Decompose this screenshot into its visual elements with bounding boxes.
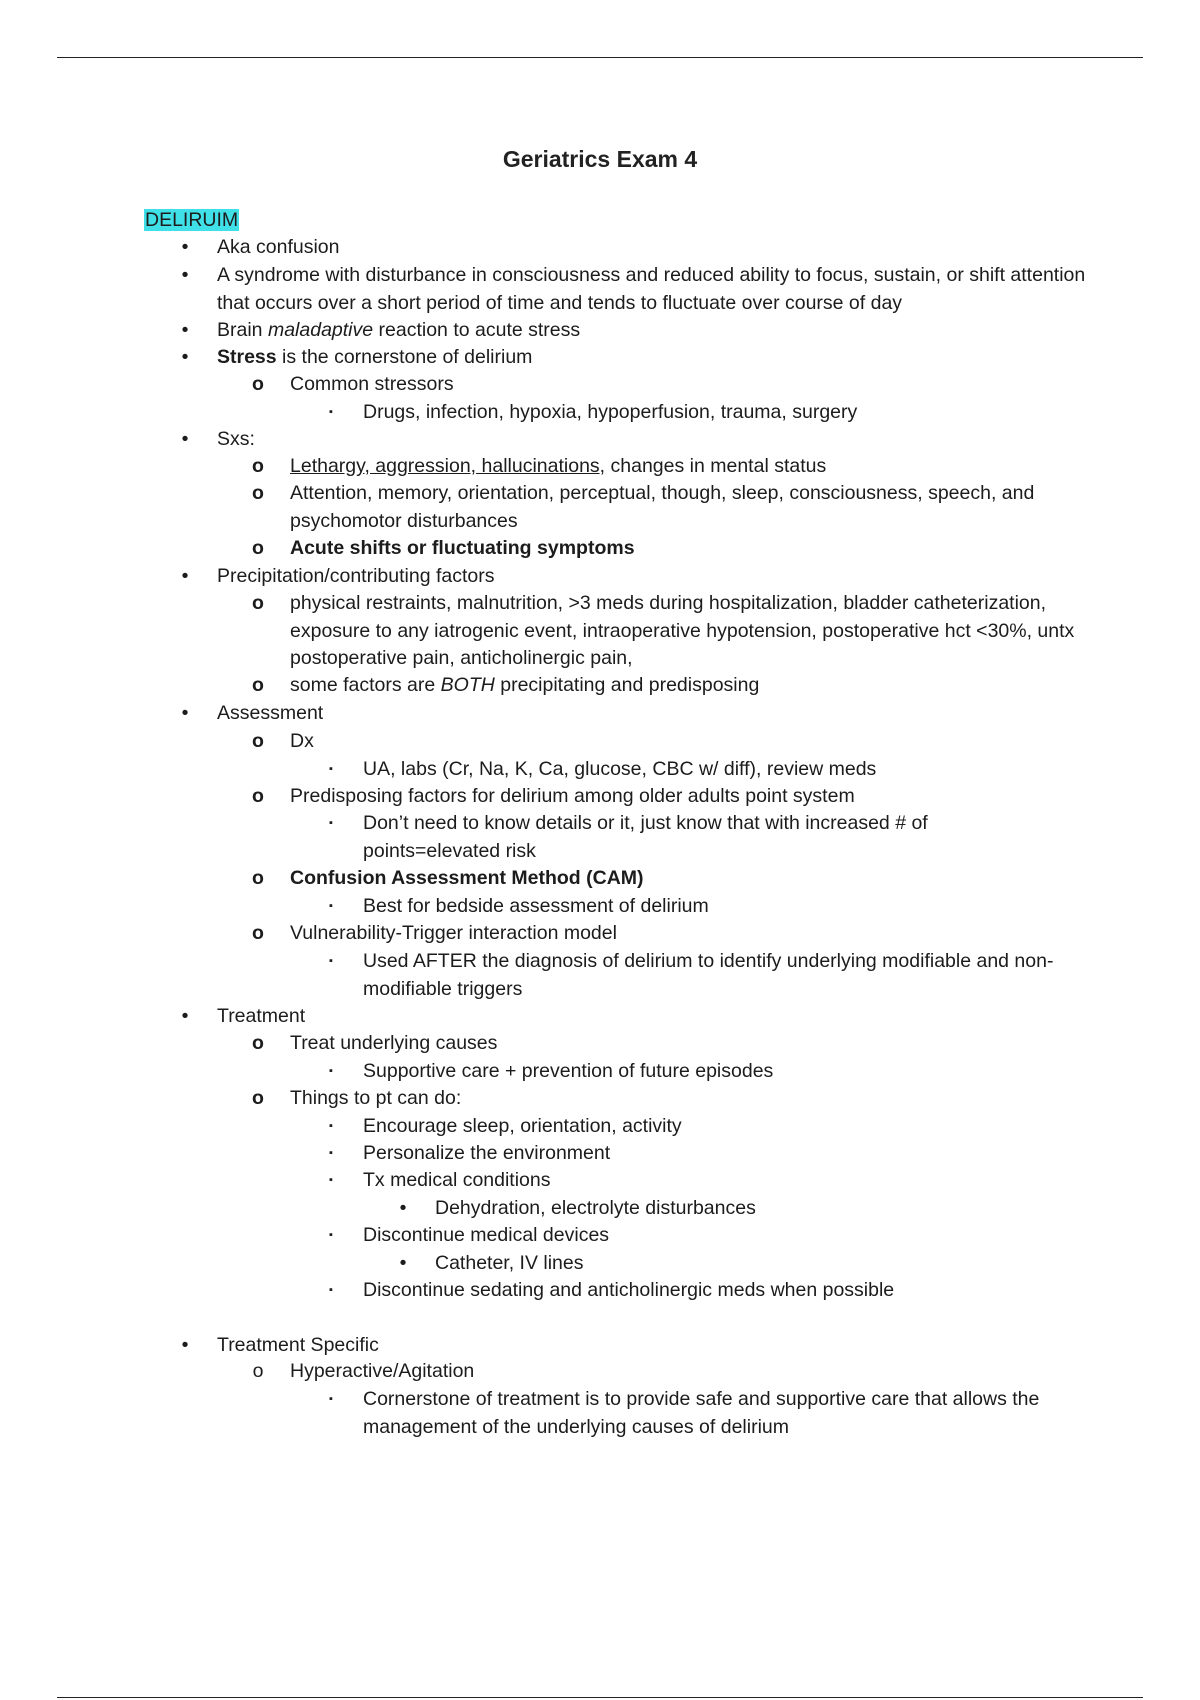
list-item: ▪ UA, labs (Cr, Na, K, Ca, glucose, CBC w/ diff), review meds [363, 756, 1093, 784]
square-bullet-icon: ▪ [329, 1284, 333, 1296]
list-item: ▪ Used AFTER the diagnosis of delirium to identify underlying modifiable and non-modifiable triggers [363, 948, 1093, 1003]
square-bullet-icon: ▪ [329, 955, 333, 967]
bullet-icon: o [252, 592, 264, 614]
bullet-icon: • [399, 1252, 407, 1274]
list-item: ▪ Tx medical conditions [363, 1167, 1093, 1195]
square-bullet-icon: ▪ [329, 1393, 333, 1405]
list-item: o Hyperactive/Agitation [290, 1358, 1090, 1386]
square-bullet-icon: ▪ [329, 900, 333, 912]
bullet-icon: • [181, 565, 189, 587]
list-item: • Sxs: [217, 426, 1097, 454]
bullet-icon: • [181, 264, 189, 286]
square-bullet-icon: ▪ [329, 1120, 333, 1132]
bullet-icon: • [181, 702, 189, 724]
list-item: o Predisposing factors for delirium among older adults point system [290, 783, 1090, 811]
bullet-icon: • [181, 1334, 189, 1356]
list-item: • Treatment Specific [217, 1332, 1097, 1360]
list-item: ▪ Discontinue medical devices [363, 1222, 1093, 1250]
list-item: • Treatment [217, 1003, 1097, 1031]
square-bullet-icon: ▪ [329, 1147, 333, 1159]
list-item: • Dehydration, electrolyte disturbances [435, 1195, 1085, 1223]
list-item: ▪ Drugs, infection, hypoxia, hypoperfusion, trauma, surgery [363, 399, 1093, 427]
bullet-icon: o [252, 537, 264, 559]
list-item: • Precipitation/contributing factors [217, 563, 1097, 591]
bullet-icon: o [252, 1032, 264, 1054]
list-item: • Brain maladaptive reaction to acute stress [217, 317, 1097, 345]
bullet-icon: o [252, 1087, 264, 1109]
list-item: o Attention, memory, orientation, perceptual, though, sleep, consciousness, speech, and psychomotor disturbances [290, 480, 1090, 535]
list-item: o Common stressors [290, 371, 1090, 399]
list-item: ▪ Personalize the environment [363, 1140, 1093, 1168]
list-item: • Stress is the cornerstone of delirium [217, 344, 1097, 372]
bullet-icon: o [252, 785, 264, 807]
bullet-icon: o [252, 674, 264, 696]
list-item: ▪ Don’t need to know details or it, just know that with increased # of points=elevated risk [363, 810, 973, 865]
header-rule [57, 57, 1143, 58]
square-bullet-icon: ▪ [329, 1229, 333, 1241]
bullet-icon: • [181, 319, 189, 341]
list-item: o Dx [290, 728, 1090, 756]
footer-rule [57, 1697, 1143, 1698]
list-item: ▪ Best for bedside assessment of delirium [363, 893, 1093, 921]
bullet-icon: • [181, 1005, 189, 1027]
list-item: o Things to pt can do: [290, 1085, 1090, 1113]
section-heading [144, 207, 239, 233]
list-item: o some factors are BOTH precipitating and predisposing [290, 672, 1090, 700]
list-item: o Acute shifts or fluctuating symptoms [290, 535, 1090, 563]
list-item: o Confusion Assessment Method (CAM) [290, 865, 1090, 893]
bullet-icon: o [252, 373, 264, 395]
square-bullet-icon: ▪ [329, 406, 333, 418]
list-item: o Vulnerability-Trigger interaction model [290, 920, 1090, 948]
list-item: ▪ Discontinue sedating and anticholinergic meds when possible [363, 1277, 1093, 1305]
list-item: o Lethargy, aggression, hallucinations, changes in mental status [290, 453, 1090, 481]
square-bullet-icon: ▪ [329, 1174, 333, 1186]
bullet-icon: o [252, 922, 264, 944]
square-bullet-icon: ▪ [329, 1065, 333, 1077]
bullet-icon: • [399, 1197, 407, 1219]
list-item: ▪ Supportive care + prevention of future episodes [363, 1058, 1093, 1086]
section-heading-text: DELIRUIM [145, 209, 239, 231]
list-item: • A syndrome with disturbance in consciousness and reduced ability to focus, sustain, or shift attention that occurs over a short period of time and tends to fluctuate over course of day [217, 262, 1097, 317]
list-item: • Assessment [217, 700, 1097, 728]
square-bullet-icon: ▪ [329, 817, 333, 829]
list-item: o Treat underlying causes [290, 1030, 1090, 1058]
bullet-icon: o [252, 730, 264, 752]
bullet-icon: • [181, 346, 189, 368]
list-item: ▪ Encourage sleep, orientation, activity [363, 1113, 1093, 1141]
list-item: o physical restraints, malnutrition, >3 meds during hospitalization, bladder catheterization, exposure to any iatrogenic event, intraoperative hypotension, postoperative hct <30%, untx postoperative pain, anticholinergic pain, [290, 590, 1090, 673]
list-item: • Catheter, IV lines [435, 1250, 1085, 1278]
bullet-icon: o [252, 1360, 264, 1382]
bullet-icon: • [181, 428, 189, 450]
list-item: • Aka confusion [217, 234, 1097, 262]
document-title: Geriatrics Exam 4 [502, 146, 698, 172]
bullet-icon: o [252, 482, 264, 504]
bullet-icon: • [181, 236, 189, 258]
square-bullet-icon: ▪ [329, 763, 333, 775]
bullet-icon: o [252, 867, 264, 889]
bullet-icon: o [252, 455, 264, 477]
list-item: ▪ Cornerstone of treatment is to provide safe and supportive care that allows the management of the underlying causes of delirium [363, 1386, 1093, 1441]
